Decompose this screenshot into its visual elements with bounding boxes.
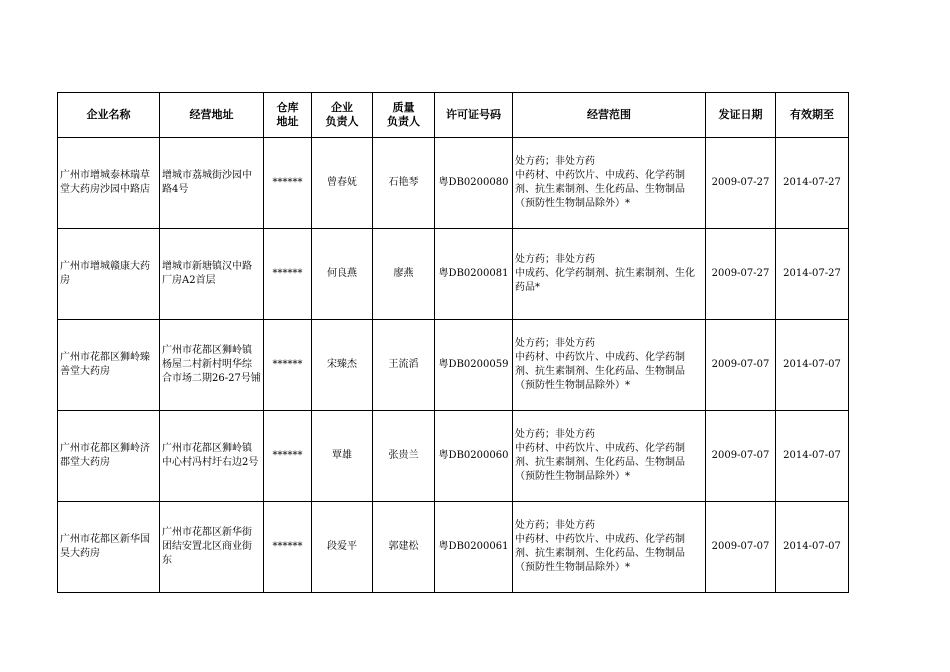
license-number-cell: 粤DB0200060 [435,411,513,502]
warehouse-address-cell: ****** [264,320,312,411]
valid-until-cell: 2014-07-07 [776,502,849,593]
issue-date-cell: 2009-07-07 [706,320,776,411]
table-row [58,138,849,229]
header-license-number: 许可证号码 [435,93,513,138]
company-name-cell: 广州市增城泰林瑞草堂大药房沙园中路店 [58,138,160,229]
company-name-cell: 广州市花都区狮岭臻善堂大药房 [58,320,160,411]
license-number-cell: 粤DB0200059 [435,320,513,411]
table-header-row [58,93,849,138]
business-scope-cell: 处方药；非处方药 中药材、中药饮片、中成药、化学药制剂、抗生素制剂、生化药品、生物制品（预防性生物制品除外）* [513,320,706,411]
company-name-cell: 广州市增城赣康大药房 [58,229,160,320]
valid-until-cell: 2014-07-27 [776,138,849,229]
license-number-cell: 粤DB0200081 [435,229,513,320]
quality-manager-cell: 郭建松 [373,502,435,593]
license-number-cell: 粤DB0200061 [435,502,513,593]
header-issue-date: 发证日期 [706,93,776,138]
business-address-cell: 广州市花都区新华街团结安置北区商业街东 [160,502,264,593]
warehouse-address-cell: ****** [264,502,312,593]
pharmacy-license-table [57,92,849,593]
issue-date-cell: 2009-07-27 [706,138,776,229]
quality-manager-cell: 张贵兰 [373,411,435,502]
company-name-cell: 广州市花都区新华国昊大药房 [58,502,160,593]
company-owner-cell: 何良燕 [312,229,373,320]
header-quality-manager: 质量 负责人 [373,93,435,138]
quality-manager-cell: 石艳琴 [373,138,435,229]
issue-date-cell: 2009-07-27 [706,229,776,320]
table-row [58,320,849,411]
business-address-cell: 广州市花都区狮岭镇中心村冯村圩右边2号 [160,411,264,502]
header-business-scope: 经营范围 [513,93,706,138]
quality-manager-cell: 廖燕 [373,229,435,320]
table-row [58,411,849,502]
license-number-cell: 粤DB0200080 [435,138,513,229]
issue-date-cell: 2009-07-07 [706,411,776,502]
warehouse-address-cell: ****** [264,138,312,229]
header-valid-until: 有效期至 [776,93,849,138]
company-name-cell: 广州市花都区狮岭济郡堂大药房 [58,411,160,502]
header-business-address: 经营地址 [160,93,264,138]
business-address-cell: 增城市荔城街沙园中路4号 [160,138,264,229]
table-row [58,502,849,593]
business-address-cell: 广州市花都区狮岭镇杨屋二村新村明华综合市场二期26-27号铺 [160,320,264,411]
valid-until-cell: 2014-07-27 [776,229,849,320]
warehouse-address-cell: ****** [264,229,312,320]
company-owner-cell: 覃雄 [312,411,373,502]
valid-until-cell: 2014-07-07 [776,411,849,502]
quality-manager-cell: 王流滔 [373,320,435,411]
company-owner-cell: 曾春妩 [312,138,373,229]
header-company-owner: 企业 负责人 [312,93,373,138]
header-company-name: 企业名称 [58,93,160,138]
business-scope-cell: 处方药；非处方药 中药材、中药饮片、中成药、化学药制剂、抗生素制剂、生化药品、生物制品（预防性生物制品除外）* [513,138,706,229]
business-scope-cell: 处方药；非处方药 中药材、中药饮片、中成药、化学药制剂、抗生素制剂、生化药品、生物制品（预防性生物制品除外）* [513,502,706,593]
issue-date-cell: 2009-07-07 [706,502,776,593]
header-warehouse-address: 仓库 地址 [264,93,312,138]
company-owner-cell: 宋臻杰 [312,320,373,411]
company-owner-cell: 段爱平 [312,502,373,593]
business-scope-cell: 处方药；非处方药 中药材、中药饮片、中成药、化学药制剂、抗生素制剂、生化药品、生物制品（预防性生物制品除外）* [513,411,706,502]
business-scope-cell: 处方药；非处方药 中成药、化学药制剂、抗生素制剂、生化药品* [513,229,706,320]
valid-until-cell: 2014-07-07 [776,320,849,411]
business-address-cell: 增城市新塘镇汉中路厂房A2首层 [160,229,264,320]
table-row [58,229,849,320]
warehouse-address-cell: ****** [264,411,312,502]
